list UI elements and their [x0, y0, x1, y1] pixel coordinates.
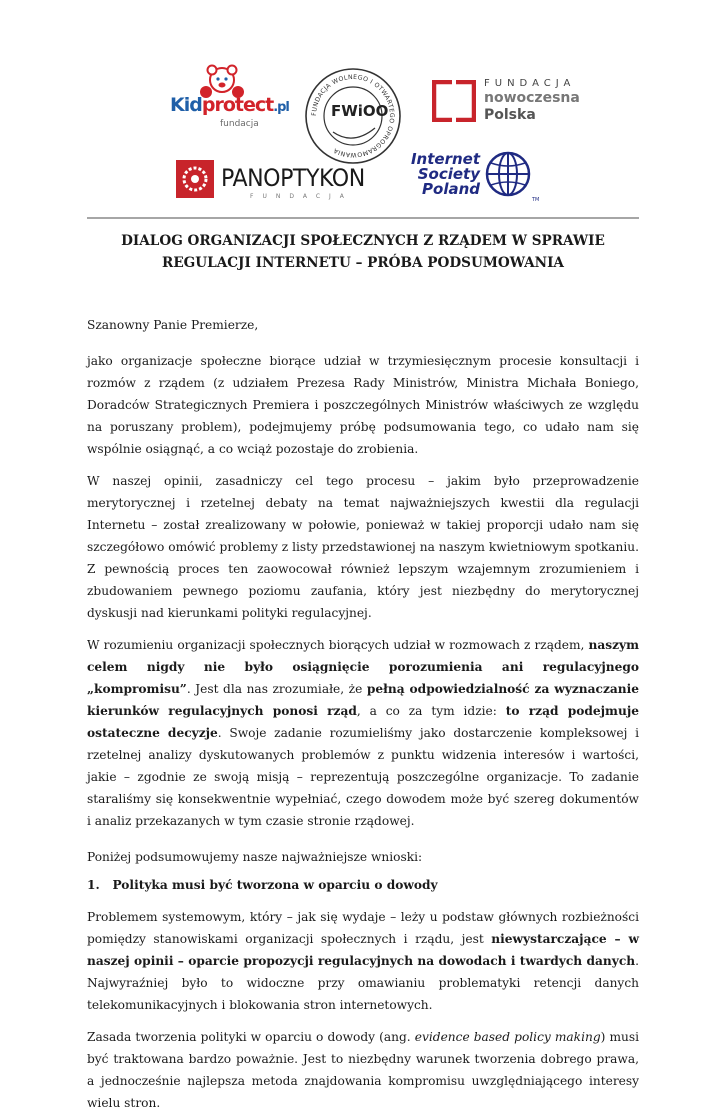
salutation: Szanowny Panie Premierze, — [87, 318, 259, 332]
isoc-line1: Internet — [410, 150, 480, 168]
fwioo-seal — [303, 66, 403, 166]
paragraph-systemic-problem: Problemem systemowym, który – jak się wydaje – leży u podstaw głównych rozbieżności pomiędzy stanowiskami organizacji społecznych i rządu, jest niewystarczające – w naszej opinii – oparcie propozycji regulacyjnych na dowodach i twardych danych. Najwyraźniej było to widoczne przy omawianiu problematyki retencji danych telekomunikacyjnych i blokowania stron internetowych. — [87, 910, 639, 1012]
header-divider — [87, 217, 639, 219]
fnp-line3: Polska — [484, 107, 536, 123]
paragraph-evidence-policy: Zasada tworzenia polityki w oparciu o dowody (ang. evidence based policy making) musi być traktowana bardzo poważnie. Jest to niezbędny warunek tworzenia dobrego prawa, a jednocześnie najlepsza metoda znajdowania kompromisu uwzględniającego interesy wielu stron. — [87, 1030, 640, 1110]
fnp-line2: nowoczesna — [484, 90, 580, 106]
kidprotect-sub: fundacja — [220, 119, 259, 129]
seal-ring-text: FUNDACJA WOLNEGO I OTWARTEGO OPROGRAMOWANIA — [310, 73, 396, 159]
globe-icon — [482, 150, 534, 200]
panoptykon-sub: FUNDACJA — [250, 193, 353, 200]
kidprotect-logo — [168, 64, 289, 136]
isoc-line3: Poland — [422, 180, 480, 198]
section-number: 1. — [87, 878, 100, 892]
paragraph-understanding: W rozumieniu organizacji społecznych biorących udział w rozmowach z rządem, naszym celem nigdy nie było osiągnięcie porozumienia ani regulacyjnego „kompromisu”. Jest dla nas zrozumiałe, że pełną odpowiedzialność za wyznaczanie kierunków regulacyjnych ponosi rząd, a co za tym idzie: to rząd podejmuje ostateczne decyzje. Swoje zadanie rozumieliśmy jako dostarczenie kompleksowej i rzetelnej analizy dyskutowanych problemów z punktu widzenia interesów i wartości, jakie – zgodnie ze swoją misją – reprezentują poszczególne organizacje. To zadanie staraliśmy się konsekwentnie wypełniać, czego dowodem może być szereg dokumentów i analiz przekazanych w tym czasie stronie rządowej. — [87, 638, 640, 828]
panoptykon-logo — [176, 160, 365, 205]
isoc-wordmark — [404, 152, 480, 197]
logo-header — [0, 0, 725, 215]
nowoczesna-polska-logo — [432, 78, 602, 128]
paragraph-opinion: W naszej opinii, zasadniczy cel tego procesu – jakim było przeprowadzenie merytorycznej i rzetelnej debaty na temat najważniejszych kwestii dla regulacji Internetu – został zrealizowany w połowie, ponieważ w takiej proporcji udało nam się szczegółowo omówić problemy z listy przedstawionej na naszym kwietniowym spotkaniu. Z pewnością proces ten zaowocował również lepszym wzajemnym zrozumieniem i zbudowaniem pewnego poziomu zaufania, który jest niezbędny do merytorycznej dyskusji nad kierunkami polityki regulacyjnej. — [87, 474, 639, 620]
paragraph-conclusions-intro: Poniżej podsumowujemy nasze najważniejsze wnioski: — [87, 850, 423, 864]
panoptykon-mark-icon — [176, 160, 214, 198]
kidprotect-wordmark: Kidprotect.pl — [170, 94, 289, 116]
letter-body — [87, 230, 639, 1114]
section-heading-1 — [87, 874, 639, 896]
fnp-line1: FUNDACJA — [484, 78, 576, 89]
document-title: DIALOG ORGANIZACJI SPOŁECZNYCH Z RZĄDEM W SPRAWIE REGULACJI INTERNETU – PRÓBA PODSUMOWANIA — [121, 233, 605, 271]
isoc-poland-logo — [404, 150, 549, 210]
fwioo-center: FWiOO — [331, 102, 389, 120]
isoc-tm: TM — [532, 197, 540, 203]
bracket-square-icon — [432, 80, 476, 122]
panoptykon-wordmark: PANOPTYKON — [221, 164, 365, 192]
paragraph-intro: jako organizacje społeczne biorące udział w trzymiesięcznym procesie konsultacji i rozmów z rządem (z udziałem Prezesa Rady Ministrów, Ministra Michała Boniego, Doradców Strategicznych Premiera i poszczególnych Ministrów właściwych ze względu na poruszany problem), podejmujemy próbę podsumowania tego, co udało nam się wspólnie osiągnąć, a co wciąż pozostaje do zrobienia. — [87, 354, 639, 456]
section-heading-text: Polityka musi być tworzona w oparciu o dowody — [112, 878, 438, 892]
isoc-line2: Society — [417, 165, 480, 183]
